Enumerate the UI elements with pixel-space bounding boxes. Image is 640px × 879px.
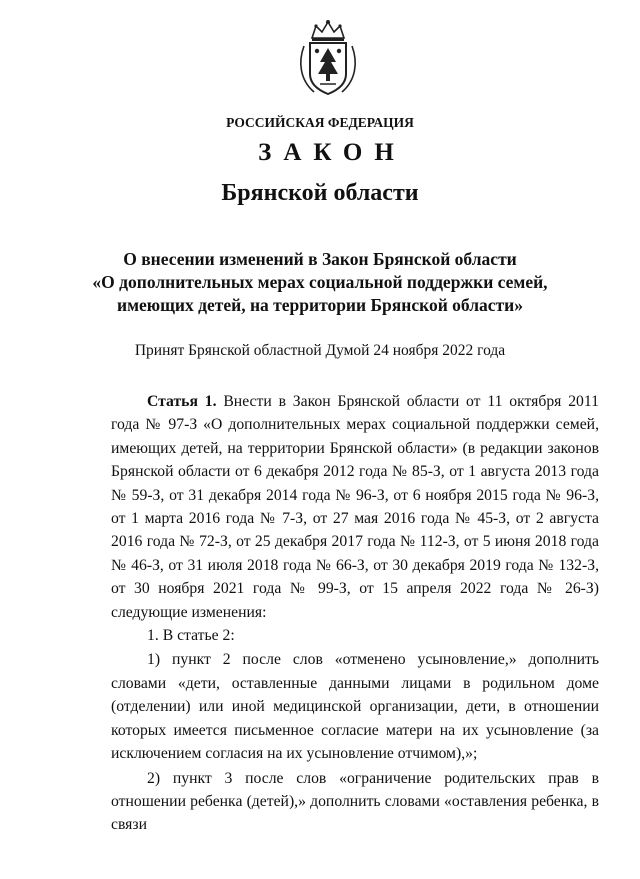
law-title-line: «О дополнительных мерах социальной поддержки семей, bbox=[92, 272, 548, 292]
article-heading: Статья 1. bbox=[147, 393, 217, 410]
law-title-line: О внесении изменений в Закон Брянской области bbox=[123, 249, 517, 269]
coat-of-arms-icon bbox=[296, 18, 360, 98]
article-1 bbox=[111, 390, 599, 624]
subitem-1: 1) пункт 2 после слов «отменено усыновление,» дополнить словами «дети, оставленные данными лицами в родильном доме (отделении) или иной медицинской организации, дети, в отношении которых имеется письменное согласие матери на их усыновление (за исключением согласия на их усыновление отчимом),»; bbox=[111, 651, 599, 763]
law-title bbox=[0, 248, 640, 317]
article-text: Внести в Закон Брянской области от 11 октября 2011 года № 97-З «О дополнительных мерах социальной поддержки семей, имеющих детей, на территории Брянской области» (в редакции законов Брянской области от 6 декабря 2012 года № 85-З, от 1 августа 2013 года № 59-З, от 31 декабря 2014 года № 96-З, от 6 ноября 2015 года № 96-З, от 1 марта 2016 года № 7-З, от 27 мая 2016 года № 45-З, от 2 августа 2016 года № 72-З, от 25 декабря 2017 года № 112-З, от 5 июня 2018 года № 46-З, от 31 июля 2018 года № 66-З, от 30 декабря 2019 года № 132-З, от 30 ноября 2021 года № 99-З, от 15 апреля 2022 года № 26-З) следующие изменения: bbox=[111, 393, 600, 621]
law-body bbox=[111, 390, 599, 837]
country-name: РОССИЙСКАЯ ФЕДЕРАЦИЯ bbox=[226, 115, 414, 130]
adoption-note: Принят Брянской областной Думой 24 ноября 2022 года bbox=[134, 342, 506, 359]
item-1: 1. В статье 2: bbox=[147, 627, 235, 645]
law-title-line: имеющих детей, на территории Брянской области» bbox=[117, 295, 523, 315]
document-type: ЗАКОН bbox=[258, 139, 406, 166]
subitem-2: 2) пункт 3 после слов «ограничение родительских прав в отношении ребенка (детей),» дополнить словами «оставления ребенка, в связи bbox=[111, 769, 599, 834]
region-name: Брянской области bbox=[221, 180, 419, 206]
